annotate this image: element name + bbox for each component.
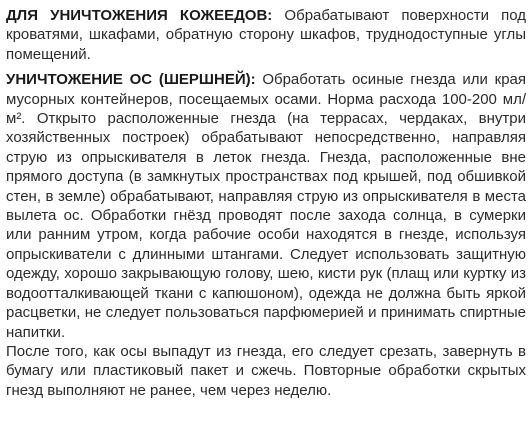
wasp-paragraph [6,70,526,342]
nest-disposal-paragraph [6,342,526,400]
leather-beetle-heading: ДЛЯ УНИЧТОЖЕНИЯ КОЖЕЕДОВ: [6,7,273,24]
wasp-text: Обработать осиные гнезда или края мусорных контейнеров, посещаемых осами. Норма расхода 100-200 мл/м². Открыто расположенные гнезда (на террасах, чердаках, внутри хозяйственных построек) обрабатывают непосредственно, направляя струю из опрыскивателя в леток гнезда. Гнезда, расположенные вне прямого доступа (в замкнутых пространствах под крышей, под обшивкой стен, в земле) обрабатывают, направляя струю из опрыскивателя в места вылета ос. Обработки гнёзд проводят после захода солнца, в сумерки или ранним утром, когда рабочие особи находятся в гнезде, используя опрыскиватели с длинными штангами. Следует использовать защитную одежду, хорошо закрывающую голову, шею, кисти рук (плащ или куртку из водоотталкивающей ткани с капюшоном), одежда не должна быть яркой расцветки, не следует пользоваться парфюмерией и принимать спиртные напитки. [6,71,527,341]
leather-beetle-paragraph [6,6,526,64]
wasp-heading: УНИЧТОЖЕНИЕ ОС (ШЕРШНЕЙ): [6,71,256,89]
nest-disposal-text: После того, как осы выпадут из гнезда, его следует срезать, завернуть в бумагу или пластиковый пакет и сжечь. Повторные обработки скрытых гнезд выполняют не ранее, чем через неделю. [6,342,526,399]
instruction-document [6,6,526,400]
leather-beetle-text: Обрабатывают поверхности под кроватями, шкафами, обратную сторону шкафов, труднодоступные углы помещений. [6,7,526,63]
